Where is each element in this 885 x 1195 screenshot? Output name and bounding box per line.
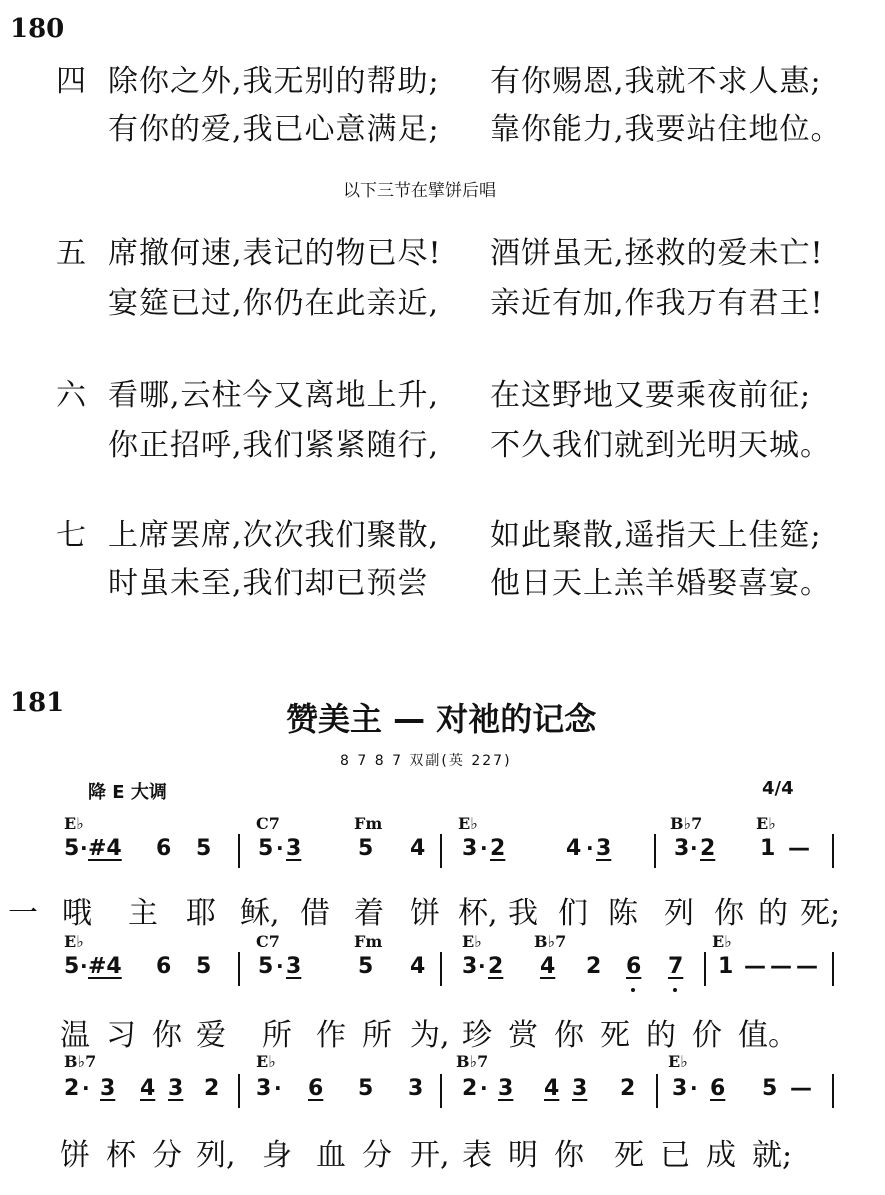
- note: 4: [566, 836, 582, 861]
- chord-symbol: E♭: [462, 932, 482, 951]
- lyric-syllable: 明: [508, 1138, 538, 1173]
- octave-dot: [673, 988, 677, 992]
- note: #4: [88, 954, 122, 979]
- note: 7: [668, 954, 684, 979]
- verse-line: 除你之外,我无别的帮助;: [108, 64, 440, 99]
- lyric-syllable: 作: [316, 1018, 346, 1053]
- lyric-syllable: 赏: [508, 1018, 538, 1053]
- note: 3: [168, 1076, 184, 1101]
- note: 3: [498, 1076, 514, 1101]
- note: 3: [462, 954, 478, 979]
- chord-symbol: Fm: [354, 814, 383, 833]
- note: ·: [690, 836, 698, 860]
- verse-number: 四: [56, 64, 87, 99]
- lyric-syllable: 死;: [800, 896, 841, 931]
- octave-dot: [631, 988, 635, 992]
- note: ·: [80, 836, 88, 860]
- lyric-syllable: 着: [354, 896, 384, 931]
- chord-symbol: E♭: [756, 814, 776, 833]
- lyric-syllable: 饼: [60, 1138, 90, 1173]
- lyric-syllable: 借: [300, 896, 330, 931]
- chord-symbol: C7: [256, 932, 280, 951]
- hymn-title: 赞美主 — 对祂的记念: [286, 700, 597, 738]
- lyric-syllable: 所: [262, 1018, 292, 1053]
- verse-line: 不久我们就到光明天城。: [490, 428, 831, 463]
- lyric-syllable: 主: [128, 896, 158, 931]
- chord-symbol: B♭7: [456, 1052, 489, 1071]
- note: 6: [156, 954, 172, 979]
- bar-line: [440, 952, 442, 986]
- lyric-syllable: 表: [462, 1138, 492, 1173]
- note: 6: [156, 836, 172, 861]
- note: 4: [410, 836, 426, 861]
- note: 3: [674, 836, 690, 861]
- note: —: [744, 954, 766, 979]
- note: ·: [586, 836, 594, 860]
- lyric-syllable: 所: [362, 1018, 392, 1053]
- lyric-syllable: 成: [706, 1138, 736, 1173]
- bar-line: [656, 1074, 658, 1108]
- lyric-syllable: 身: [262, 1138, 292, 1173]
- note: 4: [140, 1076, 156, 1101]
- lyric-syllable: 温: [60, 1018, 90, 1053]
- bar-line: [832, 1074, 834, 1108]
- lyric-syllable: 分: [152, 1138, 182, 1173]
- bar-line: [238, 834, 240, 868]
- note: 3: [286, 954, 302, 979]
- bar-line: [704, 952, 706, 986]
- lyric-syllable: 饼: [410, 896, 440, 931]
- lyric-syllable: 你: [152, 1018, 182, 1053]
- verse-number: 七: [56, 518, 87, 553]
- note: 2: [620, 1076, 636, 1101]
- chord-symbol: B♭7: [534, 932, 567, 951]
- verse-number: 六: [56, 378, 87, 413]
- note: 4: [410, 954, 426, 979]
- verse-line: 酒饼虽无,拯救的爱未亡!: [490, 236, 824, 271]
- note: 3: [462, 836, 478, 861]
- time-signature: 4/4: [762, 778, 794, 799]
- note: 2: [490, 836, 506, 861]
- verse-line: 有你赐恩,我就不求人惠;: [490, 64, 822, 99]
- lyric-syllable: 我: [508, 896, 538, 931]
- chord-symbol: E♭: [458, 814, 478, 833]
- note: ·: [480, 1076, 488, 1100]
- note: ·: [274, 1076, 282, 1100]
- bar-line: [440, 1074, 442, 1108]
- note: 5: [196, 954, 212, 979]
- verse-line: 如此聚散,遥指天上佳筵;: [490, 518, 822, 553]
- lyric-syllable: 你: [554, 1138, 584, 1173]
- lyric-syllable: 血: [316, 1138, 346, 1173]
- verse-line: 他日天上羔羊婚娶喜宴。: [490, 566, 831, 601]
- note: 4: [540, 954, 556, 979]
- hymn-number-181: 181: [10, 688, 65, 718]
- bar-line: [832, 952, 834, 986]
- note: 5: [762, 1076, 778, 1101]
- note: —: [790, 1076, 812, 1101]
- verse-marker: 一: [8, 896, 38, 931]
- chord-symbol: E♭: [256, 1052, 276, 1071]
- lyric-syllable: 值。: [738, 1018, 798, 1053]
- chord-symbol: E♭: [712, 932, 732, 951]
- note: 6: [626, 954, 642, 979]
- lyric-syllable: 列,: [196, 1138, 236, 1173]
- key-signature: 降 E 大调: [88, 782, 167, 803]
- chord-symbol: B♭7: [670, 814, 703, 833]
- lyric-syllable: 耶: [186, 896, 216, 931]
- note: ·: [478, 954, 486, 978]
- bar-line: [832, 834, 834, 868]
- note: 3: [100, 1076, 116, 1101]
- bar-line: [238, 952, 240, 986]
- lyric-syllable: 哦: [62, 896, 92, 931]
- note: 3: [256, 1076, 272, 1101]
- note: ·: [80, 954, 88, 978]
- verse-line: 上席罢席,次次我们聚散,: [108, 518, 440, 553]
- verse-line: 你正招呼,我们紧紧随行,: [108, 428, 440, 463]
- lyric-syllable: 的: [758, 896, 788, 931]
- lyric-syllable: 开,: [410, 1138, 450, 1173]
- note: 5: [358, 836, 374, 861]
- lyric-syllable: 的: [646, 1018, 676, 1053]
- note: 1: [760, 836, 776, 861]
- note: ·: [276, 954, 284, 978]
- verse-line: 靠你能力,我要站住地位。: [490, 112, 842, 147]
- verse-line: 在这野地又要乘夜前征;: [490, 378, 812, 413]
- note: 2: [204, 1076, 220, 1101]
- lyric-syllable: 习: [106, 1018, 136, 1053]
- note: 1: [718, 954, 734, 979]
- note: 2: [488, 954, 504, 979]
- bar-line: [238, 1074, 240, 1108]
- lyric-syllable: 稣,: [240, 896, 280, 931]
- lyric-syllable: 列: [664, 896, 694, 931]
- lyric-syllable: 陈: [608, 896, 638, 931]
- note: 3: [596, 836, 612, 861]
- lyric-syllable: 们: [558, 896, 588, 931]
- note: —: [788, 836, 810, 861]
- note: 3: [286, 836, 302, 861]
- chord-symbol: E♭: [668, 1052, 688, 1071]
- note: 4: [544, 1076, 560, 1101]
- lyric-syllable: 已: [660, 1138, 690, 1173]
- bar-line: [440, 834, 442, 868]
- verse-line: 时虽未至,我们却已预尝: [108, 566, 429, 601]
- note: —: [796, 954, 818, 979]
- verse-line: 看哪,云柱今又离地上升,: [108, 378, 440, 413]
- note: 3: [572, 1076, 588, 1101]
- lyric-syllable: 杯,: [458, 896, 498, 931]
- note: —: [770, 954, 792, 979]
- lyric-syllable: 死: [614, 1138, 644, 1173]
- note: 6: [308, 1076, 324, 1101]
- chord-symbol: E♭: [64, 814, 84, 833]
- note: 2: [64, 1076, 80, 1101]
- note: 3: [672, 1076, 688, 1101]
- lyric-syllable: 你: [714, 896, 744, 931]
- note: ·: [690, 1076, 698, 1100]
- note: 5: [196, 836, 212, 861]
- note: ·: [82, 1076, 90, 1100]
- note: 2: [586, 954, 602, 979]
- verse-number: 五: [56, 236, 87, 271]
- lyric-syllable: 分: [362, 1138, 392, 1173]
- note: 2: [462, 1076, 478, 1101]
- verse-line: 席撤何速,表记的物已尽!: [108, 236, 442, 271]
- lyric-syllable: 你: [554, 1018, 584, 1053]
- lyric-syllable: 价: [692, 1018, 722, 1053]
- note: 5: [258, 954, 274, 979]
- note: 5: [64, 836, 80, 861]
- lyric-syllable: 珍: [462, 1018, 492, 1053]
- lyric-syllable: 爱: [196, 1018, 226, 1053]
- meter-line: 8 7 8 7 双副(英 227): [340, 753, 512, 769]
- verse-line: 有你的爱,我已心意满足;: [108, 112, 440, 147]
- note: 5: [358, 1076, 374, 1101]
- chord-symbol: C7: [256, 814, 280, 833]
- note: ·: [480, 836, 488, 860]
- note: 6: [710, 1076, 726, 1101]
- chord-symbol: B♭7: [64, 1052, 97, 1071]
- chord-symbol: E♭: [64, 932, 84, 951]
- note: 5: [64, 954, 80, 979]
- lyric-syllable: 为,: [410, 1018, 450, 1053]
- lyric-syllable: 就;: [752, 1138, 793, 1173]
- hymn-number-180: 180: [10, 14, 65, 44]
- note: #4: [88, 836, 122, 861]
- bar-line: [654, 834, 656, 868]
- note: ·: [276, 836, 284, 860]
- note: 2: [700, 836, 716, 861]
- note: 5: [358, 954, 374, 979]
- note: 3: [408, 1076, 424, 1101]
- lyric-syllable: 死: [600, 1018, 630, 1053]
- performance-note: 以下三节在擘饼后唱: [343, 181, 496, 201]
- verse-line: 亲近有加,作我万有君王!: [490, 286, 824, 321]
- chord-symbol: Fm: [354, 932, 383, 951]
- lyric-syllable: 杯: [106, 1138, 136, 1173]
- note: 5: [258, 836, 274, 861]
- verse-line: 宴筵已过,你仍在此亲近,: [108, 286, 440, 321]
